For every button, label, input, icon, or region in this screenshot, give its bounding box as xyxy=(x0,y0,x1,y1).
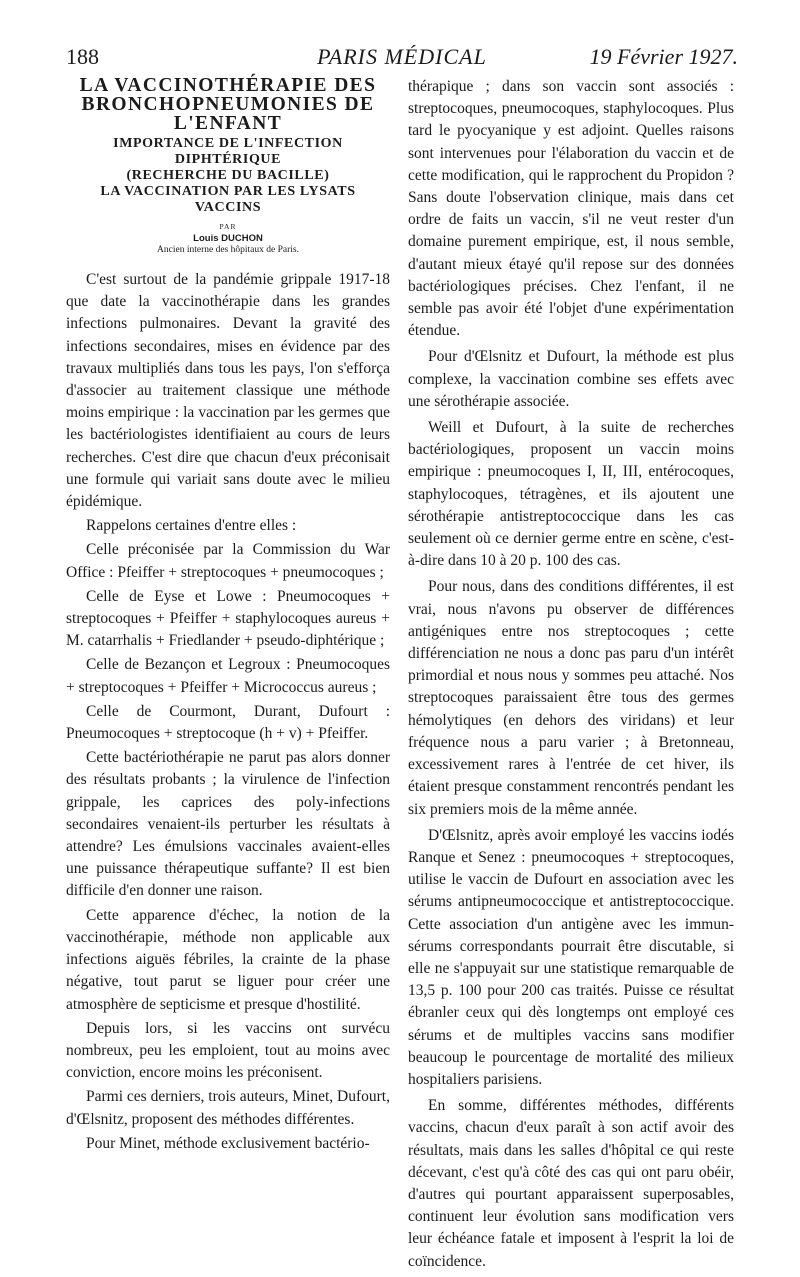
paragraph: Parmi ces derniers, trois auteurs, Minet, Dufourt, d'Œlsnitz, proposent des méthodes différentes. xyxy=(66,1088,390,1128)
left-column xyxy=(66,76,390,1157)
paragraph: Depuis lors, si les vaccins ont survécu nombreux, peu les emploient, tout au moins avec conviction, encore moins les préconisent. xyxy=(66,1019,390,1082)
paragraph: Pour nous, dans des conditions différentes, il est vrai, nous n'avons pu observer de différences antigéniques entre nos streptocoques ; cette différenciation ne nous a donc pas paru d'un intérêt primordial et nous nous y sommes peu attaché. Nos streptocoques paraissaient être tous des germes hémolytiques (en dehors des viridans) et leur fréquence nous a paru varier ; à Bretonneau, excessivement rares à l'entrée de cet hiver, ils étaient presque constamment rencontrés pendant les six premiers mois de la même année. xyxy=(408,578,734,818)
article-subtitle xyxy=(66,136,390,216)
paragraph: Pour d'Œlsnitz et Dufourt, la méthode est plus complexe, la vaccination combine ses effets avec une sérothérapie associée. xyxy=(408,348,734,410)
paragraph: Cette bactériothérapie ne parut pas alors donner des résultats probants ; la virulence de l'infection grippale, les caprices des poly-infections secondaires venaient-ils perturber les résultats à attendre? Les émulsions vaccinales avaient-elles une puissance thérapeutique suffante? Il est bien difficile d'en donner une raison. xyxy=(66,749,390,900)
paragraph: Rappelons certaines d'entre elles : xyxy=(86,517,297,535)
title-line: LA VACCINOTHÉRAPIE DES xyxy=(79,75,377,96)
title-line: BRONCHOPNEUMONIES DE xyxy=(81,94,375,115)
paragraph: Weill et Dufourt, à la suite de recherches bactériologiques, proposent un vaccin moins empirique : pneumocoques I, II, III, entérocoques, staphylocoques, tétragènes, et ils ajoutent une sérothérapie antistreptococcique dans les cas seulement où ce dernier germe entre en scène, c'est-à-dire dans 10 à 20 p. 100 des cas. xyxy=(408,419,734,570)
issue-date: 19 Février 1927. xyxy=(589,44,738,69)
paragraph: Celle de Bezançon et Legroux : Pneumocoques + streptocoques + Pfeiffer + Micrococcus aureus ; xyxy=(66,656,390,696)
byline-par: PAR xyxy=(219,222,237,231)
paragraph: Pour Minet, méthode exclusivement bactério- xyxy=(86,1134,370,1152)
subtitle-line: VACCINS xyxy=(194,200,262,215)
title-line: L'ENFANT xyxy=(173,113,283,134)
subtitle-line: LA VACCINATION PAR LES LYSATS xyxy=(100,184,356,199)
running-header xyxy=(66,44,738,70)
paragraph: Celle de Eyse et Lowe : Pneumocoques + streptocoques + Pfeiffer + staphylocoques aureus + M. catarrhalis + Friedlander + pseudo-diphtérique ; xyxy=(66,587,390,650)
paragraph: D'Œlsnitz, après avoir employé les vaccins iodés Ranque et Senez : pneumocoques + streptocoques, utilise le vaccin de Dufourt en association avec les sérums antipneumococcique et antistreptococcique. Cette association d'un antigène avec les immun-sérums correspondants pourrait être discutable, si elle ne s'appuyait sur une statistique remarquable de 13,5 p. 100 pour 200 cas traités. Puisse ce résultat ébranler ceux qui dès longtemps ont employé ces sérums et de multiples vaccins sans modifier beaucoup le pourcentage de mortalité des milieux hospitaliers parisiens. xyxy=(408,826,734,1088)
paragraph: Celle de Courmont, Durant, Dufourt : Pneumocoques + streptocoque (h + v) + Pfeiffer. xyxy=(66,702,390,743)
article-title xyxy=(66,76,390,133)
author-name: Louis DUCHON xyxy=(193,233,263,244)
subtitle-line: IMPORTANCE DE L'INFECTION xyxy=(113,136,343,151)
paragraph: Celle préconisée par la Commission du War Office : Pfeiffer + streptocoques + pneumocoques ; xyxy=(66,541,390,581)
right-column xyxy=(408,76,734,1277)
left-body-text xyxy=(66,269,390,1155)
journal-name: PARIS MÉDICAL xyxy=(317,44,487,69)
paragraph: En somme, différentes méthodes, différents vaccins, chacun d'eux paraît à son actif avoir des résultats, mais dans les salles d'hôpital ce qui reste décevant, c'est qu'à côté des cas qui ont paru obéir, d'autres qui pourtant apparaissent superposables, continuent leur évolution sans modification vers leur échéance fatale et imposent à l'esprit la loi de coïncidence. xyxy=(408,1097,734,1270)
author-affiliation: Ancien interne des hôpitaux de Paris. xyxy=(157,245,299,255)
paragraph: C'est surtout de la pandémie grippale 1917-18 que date la vaccinothérapie dans les grandes infections pulmonaires. Devant la gravité des infections secondaires, mises en évidence par des travaux multipliés dans tous les pays, l'on s'efforça d'associer au traitement classique une méthode moins empirique : la vaccination par les germes que les bactériologistes identifiaient au cours de leurs recherches. C'est dire que chacun d'eux préconisait une formule qui variait sans doute avec le milieu épidémique. xyxy=(66,271,390,511)
paragraph: thérapique ; dans son vaccin sont associés : streptocoques, pneumocoques, staphylocoques. Plus tard le pyocyanique y est adjoint. Quelles raisons sont intervenues pour l'élaboration du vaccin et de cette modification, qui le rapprochent du Propidon ? Sans doute l'observation clinique, mais dans cet ordre de faits un vaccin, s'il ne veut rester d'un domaine purement empirique, est, il nous semble, d'autant mieux étayé qu'il repose sur des données bactériologiques précises. Chez l'enfant, il ne semble pas avoir été l'objet d'une expérimentation étendue. xyxy=(408,78,734,340)
subtitle-line: (RECHERCHE DU BACILLE) xyxy=(126,168,330,183)
paragraph: Cette apparence d'échec, la notion de la vaccinothérapie, méthode non applicable aux infections aiguës fébriles, la crainte de la phase négative, tout parut se liguer pour créer une atmosphère de septicisme et presque d'hostilité. xyxy=(66,906,390,1013)
page-number: 188 xyxy=(66,44,99,69)
subtitle-line: DIPHTÉRIQUE xyxy=(174,152,282,167)
